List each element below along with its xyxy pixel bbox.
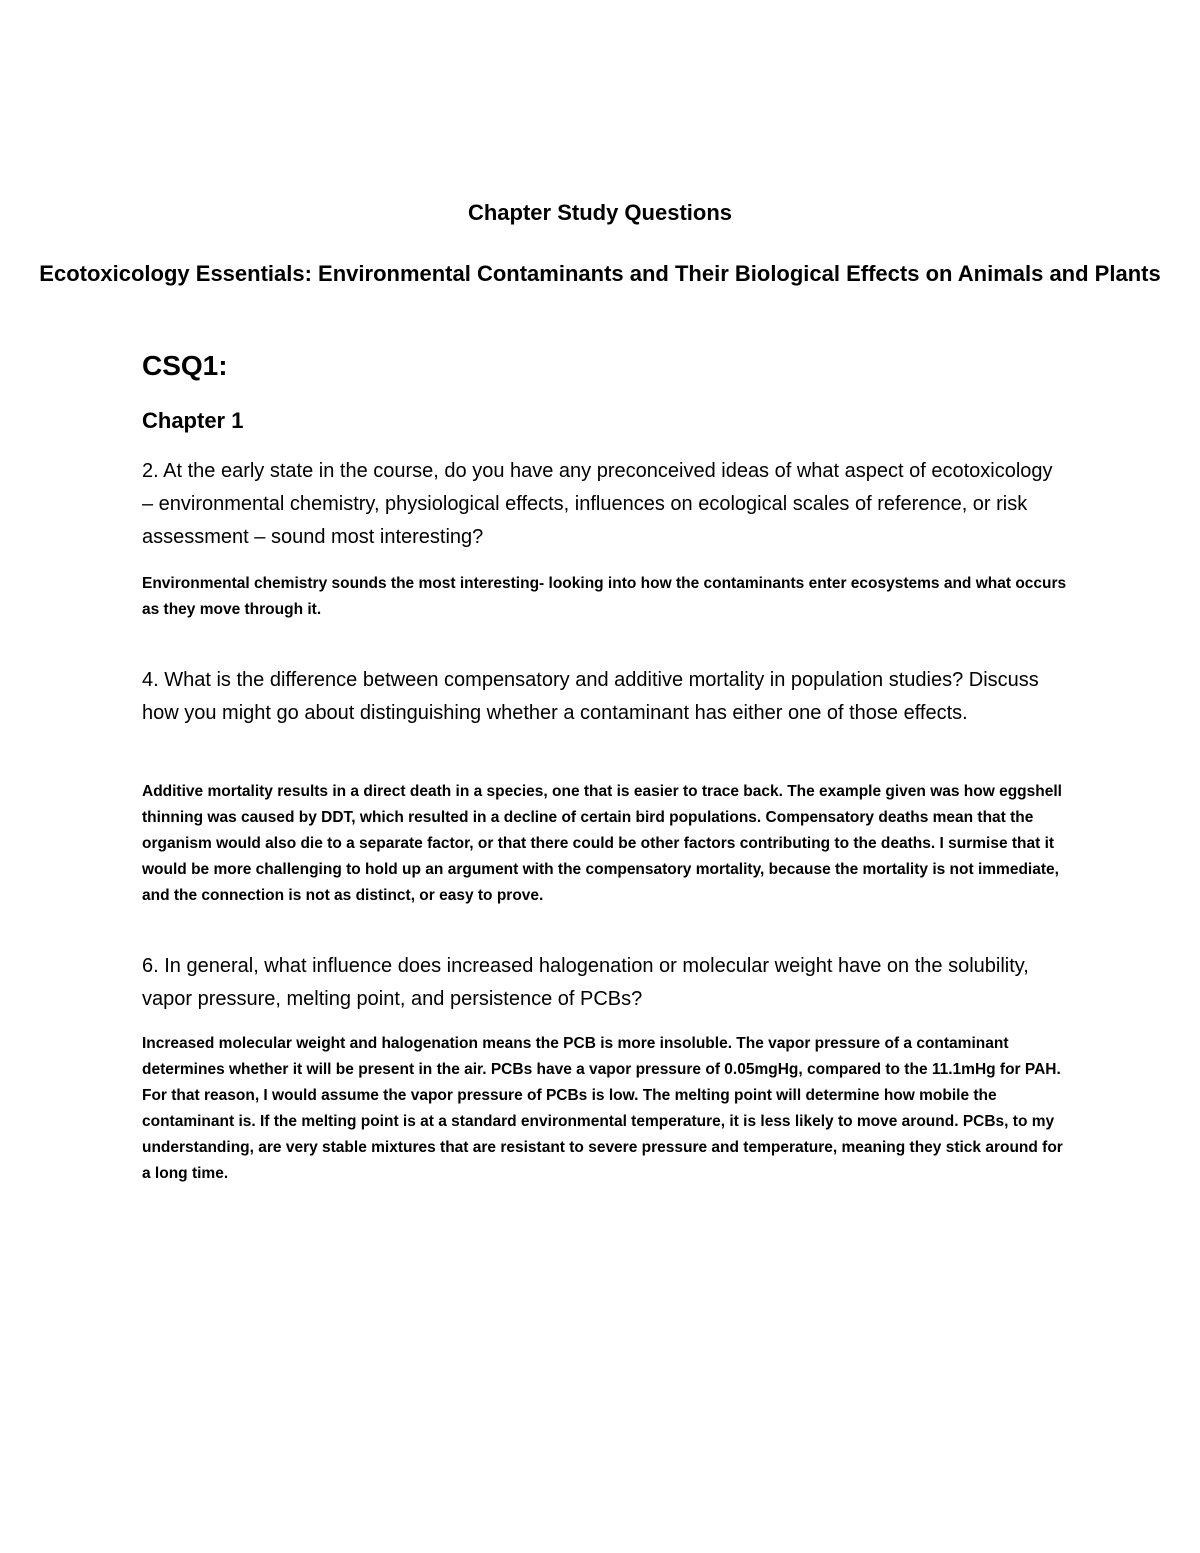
document-subtitle: Ecotoxicology Essentials: Environmental Contaminants and Their Biological Effects on Animals and Plants	[39, 261, 1161, 286]
question-4: 4. What is the difference between compensatory and additive mortality in population studies? Discuss how you might go about distinguishing whether a contaminant has either one of those effects.	[142, 669, 1039, 724]
answer-4: Additive mortality results in a direct death in a species, one that is easier to trace back. The example given was how eggshell thinning was caused by DDT, which resulted in a decline of certain bird populations. Compensatory deaths mean that the organism would also die to a separate factor, or that there could be other factors contributing to the deaths. I surmise that it would be more challenging to hold up an argument with the compensatory mortality, because the mortality is not immediate, and the connection is not as distinct, or easy to prove.	[142, 783, 1062, 904]
section-heading: CSQ1:	[142, 350, 228, 381]
chapter-heading: Chapter 1	[142, 408, 244, 433]
answer-2: Environmental chemistry sounds the most interesting- looking into how the contaminants enter ecosystems and what occurs as they move through it.	[142, 575, 1067, 618]
question-2: 2. At the early state in the course, do you have any preconceived ideas of what aspect of ecotoxicology – environmental chemistry, physiological effects, influences on ecological scales of reference, or risk assessment – sound most interesting?	[142, 460, 1053, 548]
answer-6: Increased molecular weight and halogenation means the PCB is more insoluble. The vapor pressure of a contaminant determines whether it will be present in the air. PCBs have a vapor pressure of 0.05mgHg, compared to the 11.1mHg for PAH. For that reason, I would assume the vapor pressure of PCBs is low. The melting point will determine how mobile the contaminant is. If the melting point is at a standard environmental temperature, it is less likely to move around. PCBs, to my understanding, are very stable mixtures that are resistant to severe pressure and temperature, meaning they stick around for a long time.	[142, 1035, 1063, 1182]
document-title: Chapter Study Questions	[467, 200, 733, 225]
question-6: 6. In general, what influence does increased halogenation or molecular weight have on the solubility, vapor pressure, melting point, and persistence of PCBs?	[142, 955, 1029, 1010]
